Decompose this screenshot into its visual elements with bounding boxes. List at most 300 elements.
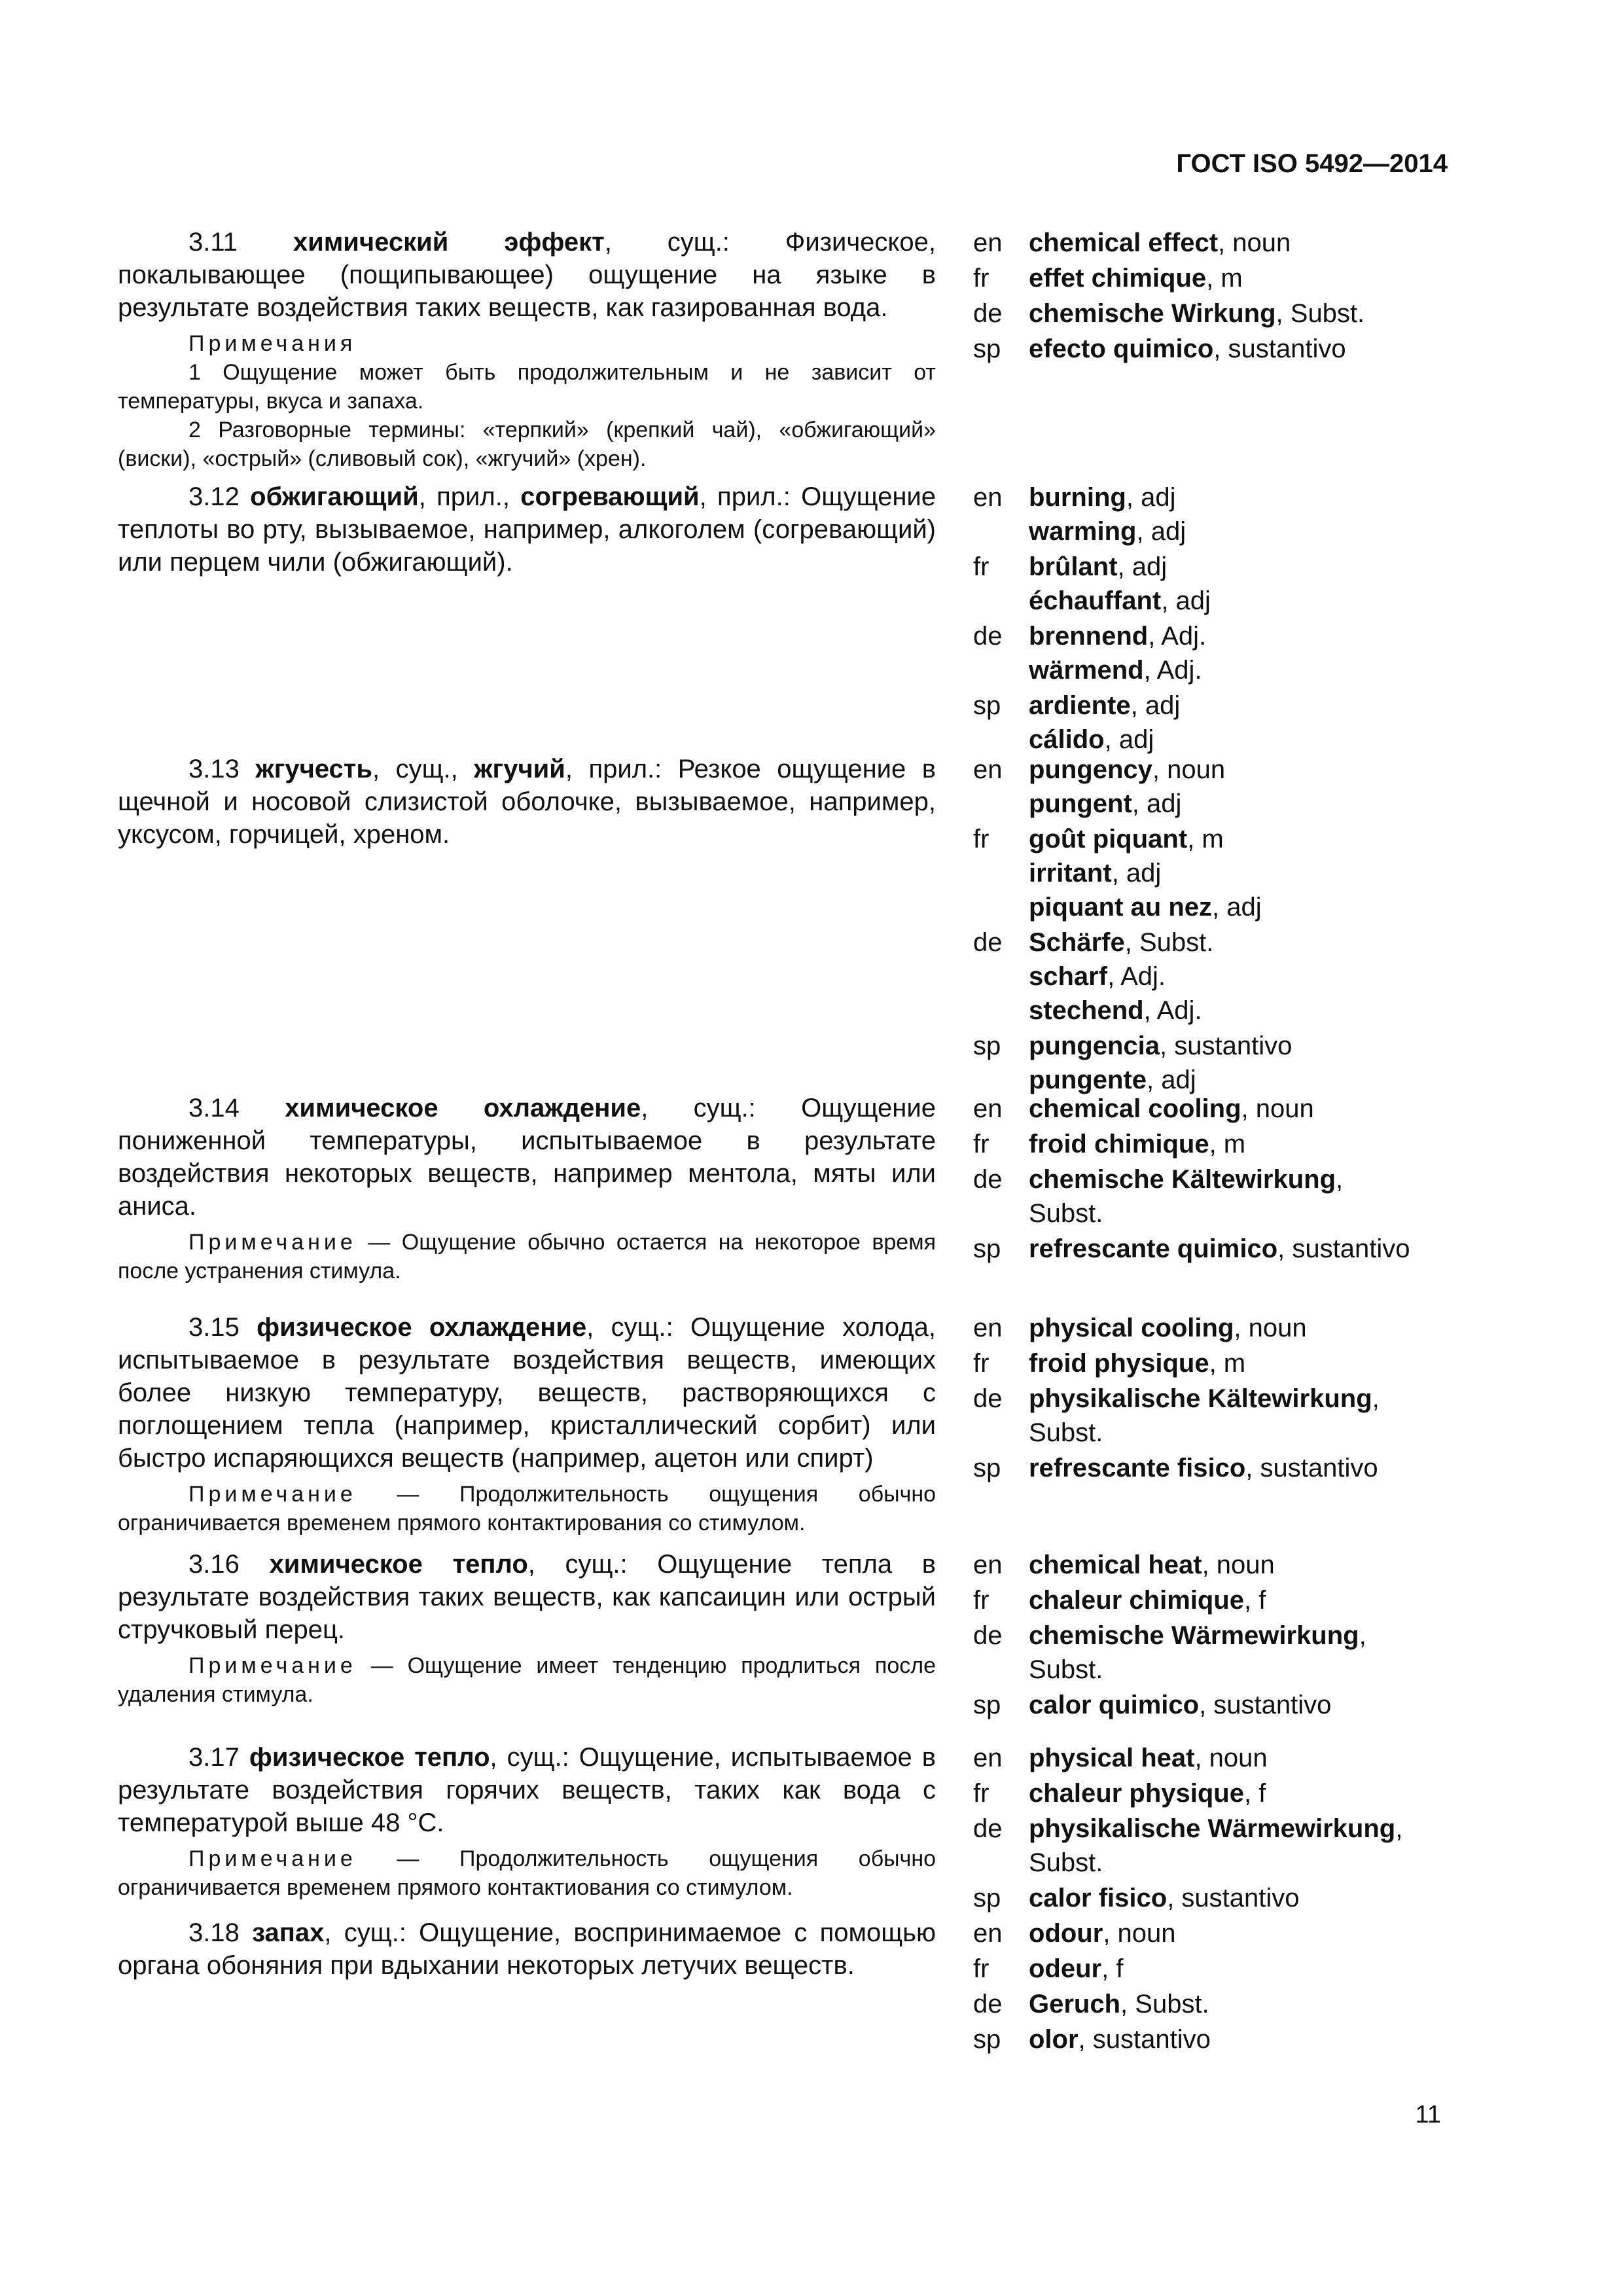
equivalent-terms (1029, 1232, 1484, 1266)
equivalent-term (1029, 1029, 1484, 1063)
term-grammar: , (1395, 1814, 1403, 1843)
term-grammar: , Adj. (1143, 996, 1202, 1025)
language-code: en (973, 1094, 1003, 1123)
equivalent-row (973, 1688, 1484, 1722)
equivalent-terms (1029, 1881, 1484, 1915)
equivalent-term (1029, 822, 1484, 856)
term-word: chemische Kältewirkung (1029, 1165, 1336, 1194)
term-grammar: , Subst. (1124, 928, 1214, 957)
language-code: fr (973, 264, 990, 293)
definition-paragraph (118, 1741, 936, 1839)
term-grammar: , noun (1202, 1551, 1275, 1579)
equivalent-row (973, 1311, 1484, 1345)
equivalent-terms (1029, 753, 1484, 821)
equivalent-row (973, 822, 1484, 924)
note-line (118, 1228, 936, 1285)
definition-text (118, 480, 936, 579)
equivalents-list (973, 226, 1484, 367)
term-word: scharf (1029, 962, 1108, 991)
equivalent-term (1029, 1952, 1484, 1986)
term-grammar: , noun (1103, 1919, 1176, 1948)
equivalents-list (973, 1741, 1484, 1916)
definition-body: , сущ.: Ощущение, воспринимаемое с помощью органа обоняния при вдыхании некоторых летучих веществ. (118, 1918, 936, 1980)
term-grammar: , (1372, 1384, 1380, 1413)
term-word: irritant (1029, 859, 1112, 888)
term-grammar: , m (1206, 264, 1243, 293)
definition-text (118, 1916, 936, 1982)
equivalents-list (973, 1092, 1484, 1267)
page-header: ГОСТ ISO 5492—2014 (1176, 149, 1448, 178)
language-code: de (973, 1384, 1003, 1413)
page-number: 11 (1415, 2101, 1441, 2128)
language-code: en (973, 483, 1003, 512)
entry-number: 3.16 (188, 1550, 240, 1579)
definition-text (118, 1092, 936, 1285)
equivalent-term (1029, 1619, 1484, 1653)
equivalent-terms (1029, 689, 1484, 757)
term-word: physical heat (1029, 1744, 1195, 1772)
language-code: sp (973, 2025, 1001, 2054)
equivalent-term (1029, 1583, 1484, 1617)
term-grammar: , f (1243, 1586, 1266, 1615)
definition-body: , сущ.: Ощущение пониженной температуры, испытываемое в результате воздействия некоторых веществ, например ментола, мяты или аниса. (118, 1094, 936, 1221)
term-ru: обжигающий (250, 482, 419, 511)
definition-text (118, 1548, 936, 1709)
term-word: refrescante quimico (1029, 1234, 1278, 1263)
language-code: en (973, 1919, 1003, 1948)
term-grammar: , sustantivo (1245, 1454, 1378, 1482)
definition-text (118, 753, 936, 851)
equivalent-term (1029, 261, 1484, 295)
equivalent-term (1029, 480, 1484, 514)
language-code: en (973, 755, 1003, 784)
language-code: de (973, 1990, 1003, 2018)
term-word: piquant au nez (1029, 893, 1212, 922)
term-grammar: , adj (1117, 552, 1168, 581)
entry-number: 3.13 (188, 755, 240, 783)
definition-text (118, 226, 936, 473)
equivalent-term (1029, 1776, 1484, 1810)
note-block (118, 1844, 936, 1902)
note-line (118, 1480, 936, 1537)
term-grammar: , Subst. (1120, 1990, 1209, 2018)
term-word: warming (1029, 517, 1137, 546)
equivalent-terms (1029, 1029, 1484, 1097)
equivalent-terms (1029, 1987, 1484, 2021)
language-code: de (973, 1814, 1003, 1843)
equivalent-term (1029, 514, 1484, 548)
equivalent-terms (1029, 1916, 1484, 1950)
equivalent-term (1029, 1846, 1484, 1880)
equivalent-terms (1029, 550, 1484, 618)
entry-number: 3.15 (188, 1313, 240, 1342)
term-grammar: , adj (1130, 691, 1181, 720)
equivalent-term (1029, 550, 1484, 584)
equivalent-term (1029, 689, 1484, 723)
note-line (118, 1651, 936, 1709)
term-grammar: , sustantivo (1078, 2025, 1211, 2054)
term-word: échauffant (1029, 586, 1162, 615)
equivalent-row (973, 1741, 1484, 1775)
term-ru: запах (252, 1918, 325, 1947)
equivalent-row (973, 1812, 1484, 1880)
term-ru: согревающий (520, 482, 700, 511)
definition-text (118, 1741, 936, 1902)
term-word: efecto quimico (1029, 334, 1214, 363)
entry-number: 3.12 (188, 482, 240, 511)
language-code: fr (973, 1349, 990, 1378)
language-code: fr (973, 825, 990, 853)
equivalent-term (1029, 856, 1484, 890)
equivalent-term (1029, 1162, 1484, 1196)
language-code: fr (973, 552, 990, 581)
definition-body: , прил.: Ощущение теплоты во рту, вызываемое, например, алкоголем (согревающий) или перцем чили (обжигающий). (118, 482, 936, 577)
term-grammar: Subst. (1029, 1418, 1103, 1447)
equivalents-list (973, 753, 1484, 1098)
equivalent-term (1029, 226, 1484, 260)
definition-paragraph (118, 1311, 936, 1475)
note-label: Примечание (188, 1482, 357, 1507)
term-grammar: , adj (1146, 1066, 1196, 1094)
language-code: sp (973, 1234, 1001, 1263)
equivalent-row (973, 1162, 1484, 1230)
term-word: chemical heat (1029, 1551, 1202, 1579)
term-word: burning (1029, 483, 1126, 512)
term-ru: химический эффект (293, 228, 605, 257)
note-block (118, 1228, 936, 1285)
equivalent-term (1029, 1416, 1484, 1450)
equivalent-terms (1029, 296, 1484, 331)
equivalent-terms (1029, 1311, 1484, 1345)
note-label: Примечание (188, 1653, 357, 1678)
term-ru: физическое тепло (249, 1743, 490, 1772)
equivalent-term (1029, 653, 1484, 687)
equivalent-row (973, 226, 1484, 260)
term-grammar: , adj (1111, 859, 1162, 888)
term-word: physikalische Kältewirkung (1029, 1384, 1372, 1413)
equivalent-term (1029, 787, 1484, 821)
language-code: en (973, 1314, 1003, 1342)
term-grammar: , noun (1241, 1094, 1314, 1123)
equivalent-row (973, 1583, 1484, 1617)
equivalent-terms (1029, 1346, 1484, 1380)
equivalent-term (1029, 723, 1484, 757)
equivalent-row (973, 1987, 1484, 2021)
term-word: cálido (1029, 725, 1105, 754)
equivalent-term (1029, 1382, 1484, 1416)
equivalent-term (1029, 296, 1484, 331)
definition-body: , сущ.: Ощущение, испытываемое в результате воздействия горячих веществ, таких как вода с температурой выше 48 °C. (118, 1743, 936, 1837)
equivalent-terms (1029, 1688, 1484, 1722)
equivalent-term (1029, 925, 1484, 960)
term-grammar: , (1359, 1621, 1366, 1650)
equivalent-terms (1029, 1548, 1484, 1582)
term-word: chemical effect (1029, 228, 1219, 257)
equivalent-term (1029, 1881, 1484, 1915)
equivalent-term (1029, 1688, 1484, 1722)
note-line (118, 1844, 936, 1902)
note-block (118, 329, 936, 473)
equivalent-term (1029, 753, 1484, 787)
term-word: froid physique (1029, 1349, 1209, 1378)
definition-body: , прил.: Резкое ощущение в щечной и носовой слизистой оболочке, вызываемое, например, уксусом, горчицей, хреном. (118, 755, 936, 849)
entry-number: 3.18 (188, 1918, 240, 1947)
term-grammar: , noun (1194, 1744, 1268, 1772)
term-grammar: , sustantivo (1277, 1234, 1410, 1263)
term-grammar: , noun (1234, 1314, 1307, 1342)
definition-body: , прил., (418, 482, 521, 511)
term-ru: физическое охлаждение (257, 1313, 587, 1342)
term-word: goût piquant (1029, 825, 1188, 853)
language-code: sp (973, 691, 1001, 720)
equivalent-term (1029, 1092, 1484, 1126)
note-text: — Продолжительность ощущения обычно ограничивается временем прямого контактирования со стимулом. (118, 1482, 936, 1535)
equivalent-terms (1029, 1741, 1484, 1775)
equivalents-list (973, 1548, 1484, 1723)
term-ru: жгучесть (255, 755, 372, 783)
equivalent-term (1029, 332, 1484, 366)
term-word: ardiente (1029, 691, 1131, 720)
term-grammar: , sustantivo (1199, 1691, 1332, 1719)
term-word: odour (1029, 1919, 1103, 1948)
equivalent-term (1029, 1127, 1484, 1161)
equivalent-term (1029, 1653, 1484, 1687)
equivalent-row (973, 1916, 1484, 1950)
equivalent-term (1029, 1311, 1484, 1345)
equivalent-terms (1029, 1583, 1484, 1617)
term-grammar: , sustantivo (1213, 334, 1346, 363)
equivalent-terms (1029, 480, 1484, 548)
language-code: de (973, 299, 1003, 328)
equivalent-terms (1029, 2022, 1484, 2056)
equivalent-row (973, 1619, 1484, 1687)
equivalent-row (973, 619, 1484, 687)
term-word: pungency (1029, 755, 1152, 784)
term-word: physical cooling (1029, 1314, 1234, 1342)
equivalent-row (973, 1382, 1484, 1450)
equivalent-terms (1029, 261, 1484, 295)
equivalent-row (973, 1092, 1484, 1126)
definition-paragraph (118, 1092, 936, 1223)
equivalent-term (1029, 1741, 1484, 1775)
term-grammar: , Subst. (1275, 299, 1365, 328)
definition-paragraph (118, 1916, 936, 1982)
term-ru: химическое тепло (269, 1550, 528, 1579)
equivalent-terms (1029, 332, 1484, 366)
term-word: Geruch (1029, 1990, 1121, 2018)
equivalent-row (973, 1952, 1484, 1986)
language-code: de (973, 1621, 1003, 1650)
equivalent-row (973, 261, 1484, 295)
note-block (118, 1651, 936, 1709)
term-word: chemische Wärmewirkung (1029, 1621, 1359, 1650)
term-grammar: , m (1209, 1130, 1246, 1158)
equivalent-terms (1029, 1451, 1484, 1485)
term-word: pungente (1029, 1066, 1147, 1094)
definition-paragraph (118, 480, 936, 579)
term-grammar: , f (1101, 1954, 1124, 1983)
term-grammar: , noun (1152, 755, 1226, 784)
equivalent-terms (1029, 925, 1484, 1028)
equivalent-term (1029, 1812, 1484, 1846)
language-code: en (973, 1744, 1003, 1772)
definition-paragraph (118, 1548, 936, 1646)
equivalent-terms (1029, 822, 1484, 924)
definition-body: , сущ.: Физическое, покалывающее (пощипывающее) ощущение на языке в результате воздействия таких веществ, как газированная вода. (118, 228, 936, 322)
term-grammar: , noun (1218, 228, 1291, 257)
term-word: physikalische Wärmewirkung (1029, 1814, 1396, 1843)
equivalent-term (1029, 619, 1484, 653)
term-word: effet chimique (1029, 264, 1207, 293)
term-grammar: , Adj. (1143, 656, 1202, 685)
equivalent-term (1029, 1916, 1484, 1950)
language-code: en (973, 1551, 1003, 1579)
term-word: brennend (1029, 622, 1149, 651)
equivalent-row (973, 332, 1484, 366)
equivalent-row (973, 753, 1484, 821)
term-word: stechend (1029, 996, 1144, 1025)
note-text: — Продолжительность ощущения обычно ограничивается временем прямого контактиования со стимулом. (118, 1846, 936, 1900)
term-word: brûlant (1029, 552, 1118, 581)
equivalent-row (973, 925, 1484, 1028)
definition-body: , сущ.: Ощущение холода, испытываемое в результате воздействия веществ, имеющих более низкую температуру, веществ, растворяющихся с поглощением тепла (например, кристаллический сорбит) или быстро испаряющихся веществ (например, ацетон или спирт) (118, 1313, 936, 1473)
term-grammar: , adj (1161, 586, 1211, 615)
equivalent-term (1029, 890, 1484, 924)
note-label: Примечания (188, 331, 357, 356)
term-word: chemische Wirkung (1029, 299, 1276, 328)
language-code: de (973, 1165, 1003, 1194)
term-grammar: , sustantivo (1167, 1884, 1300, 1912)
language-code: sp (973, 1884, 1001, 1912)
equivalent-row (973, 1346, 1484, 1380)
equivalent-term (1029, 1548, 1484, 1582)
term-word: pungencia (1029, 1031, 1160, 1060)
entry-number: 3.17 (188, 1743, 240, 1772)
language-code: fr (973, 1779, 990, 1808)
term-word: pungent (1029, 789, 1132, 818)
equivalent-term (1029, 2022, 1484, 2056)
equivalent-row (973, 480, 1484, 548)
equivalent-terms (1029, 1776, 1484, 1810)
equivalents-list (973, 1311, 1484, 1486)
term-grammar: Subst. (1029, 1199, 1103, 1228)
language-code: fr (973, 1130, 990, 1158)
definition-body: , сущ.: Ощущение тепла в результате воздействия таких веществ, как капсаицин или острый стручковый перец. (118, 1550, 936, 1644)
term-word: calor fisico (1029, 1884, 1168, 1912)
equivalent-row (973, 1451, 1484, 1485)
language-code: sp (973, 334, 1001, 363)
entry-number: 3.11 (188, 228, 238, 257)
note-label: Примечание (188, 1230, 357, 1255)
equivalent-row (973, 2022, 1484, 2056)
equivalents-list (973, 480, 1484, 758)
equivalent-term (1029, 1232, 1484, 1266)
term-grammar: , Adj. (1148, 622, 1207, 651)
equivalent-term (1029, 1346, 1484, 1380)
term-word: chemical cooling (1029, 1094, 1241, 1123)
language-code: de (973, 928, 1003, 957)
term-word: odeur (1029, 1954, 1102, 1983)
equivalent-term (1029, 960, 1484, 994)
equivalents-list (973, 1916, 1484, 2058)
term-word: wärmend (1029, 656, 1144, 685)
term-grammar: , (1336, 1165, 1344, 1194)
term-grammar: , m (1209, 1349, 1246, 1378)
equivalent-row (973, 1776, 1484, 1810)
equivalent-terms (1029, 1812, 1484, 1880)
equivalent-row (973, 689, 1484, 757)
term-word: calor quimico (1029, 1691, 1200, 1719)
equivalent-terms (1029, 1162, 1484, 1230)
term-grammar: , sustantivo (1160, 1031, 1293, 1060)
equivalent-row (973, 1029, 1484, 1097)
note-block (118, 1480, 936, 1537)
term-grammar: Subst. (1029, 1655, 1103, 1684)
equivalent-row (973, 1232, 1484, 1266)
equivalent-terms (1029, 226, 1484, 260)
term-grammar: Subst. (1029, 1848, 1103, 1877)
term-grammar: , adj (1132, 789, 1182, 818)
note-item: 2 Разговорные термины: «терпкий» (крепкий чай), «обжигающий» (виски), «острый» (сливовый сок), «жгучий» (хрен). (118, 418, 936, 471)
language-code: fr (973, 1954, 990, 1983)
term-grammar: , adj (1212, 893, 1262, 922)
equivalent-terms (1029, 1092, 1484, 1126)
note-label: Примечание (188, 1846, 357, 1871)
term-grammar: , adj (1104, 725, 1154, 754)
term-word: Schärfe (1029, 928, 1125, 957)
term-word: chaleur physique (1029, 1779, 1244, 1808)
term-ru: химическое охлаждение (285, 1094, 641, 1122)
language-code: de (973, 622, 1003, 651)
term-word: chaleur chimique (1029, 1586, 1244, 1615)
equivalent-term (1029, 584, 1484, 618)
equivalent-terms (1029, 1952, 1484, 1986)
equivalent-row (973, 1548, 1484, 1582)
note-item: 1 Ощущение может быть продолжительным и не зависит от температуры, вкуса и запаха. (118, 360, 936, 414)
term-word: refrescante fisico (1029, 1454, 1246, 1482)
note-text: — Ощущение обычно остается на некоторое время после устранения стимула. (118, 1230, 936, 1283)
definition-paragraph (118, 753, 936, 851)
term-grammar: , m (1187, 825, 1224, 853)
equivalent-row (973, 1127, 1484, 1161)
term-grammar: , adj (1126, 483, 1176, 512)
note-text: — Ощущение имеет тенденцию продлиться после удаления стимула. (118, 1653, 936, 1707)
term-ru: жгучий (474, 755, 565, 783)
equivalent-terms (1029, 619, 1484, 687)
language-code: sp (973, 1454, 1001, 1482)
equivalent-term (1029, 1451, 1484, 1485)
equivalent-terms (1029, 1127, 1484, 1161)
equivalent-row (973, 296, 1484, 331)
entry-number: 3.14 (188, 1094, 240, 1122)
definition-body: , сущ., (372, 755, 474, 783)
equivalent-terms (1029, 1619, 1484, 1687)
language-code: en (973, 228, 1003, 257)
equivalent-term (1029, 1987, 1484, 2021)
equivalent-row (973, 550, 1484, 618)
equivalent-term (1029, 1196, 1484, 1230)
term-word: froid chimique (1029, 1130, 1209, 1158)
equivalent-terms (1029, 1382, 1484, 1450)
equivalent-term (1029, 994, 1484, 1028)
term-grammar: , f (1243, 1779, 1266, 1808)
term-word: olor (1029, 2025, 1079, 2054)
definition-text (118, 1311, 936, 1537)
equivalent-row (973, 1881, 1484, 1915)
language-code: sp (973, 1691, 1001, 1719)
term-grammar: , adj (1136, 517, 1186, 546)
language-code: sp (973, 1031, 1001, 1060)
